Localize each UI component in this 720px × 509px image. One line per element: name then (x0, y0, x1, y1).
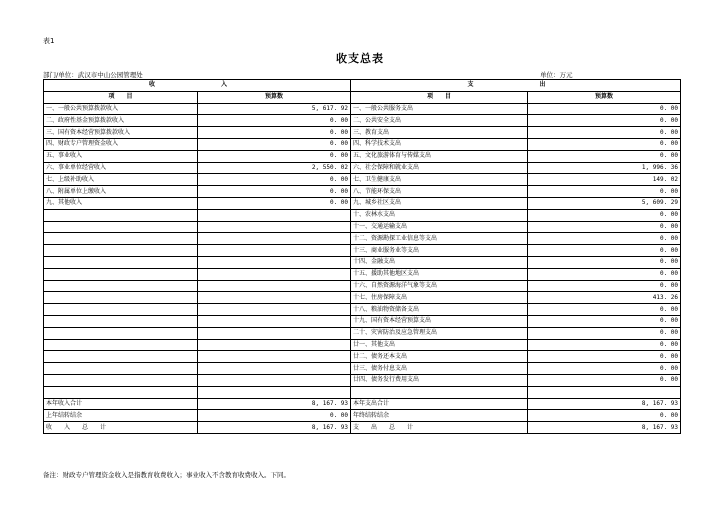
income-value-cell: 0. 00 (198, 197, 351, 209)
footnote: 备注：财政专户管理资金收入是指教育收费收入；事业收入不含教育收费收入。下同。 (43, 471, 290, 479)
income-value-cell: 0. 00 (198, 410, 351, 422)
income-item-cell: 七、上级补助收入 (44, 174, 198, 186)
expense-item-cell: 六、社会保障和就业支出 (351, 162, 528, 174)
income-item-cell: 四、财政专户管理资金收入 (44, 138, 198, 150)
income-value-cell: 8, 167. 93 (198, 398, 351, 410)
income-value-cell: 0. 00 (198, 174, 351, 186)
table-row (44, 186, 681, 198)
expense-item-cell: 廿三、债务付息支出 (351, 363, 528, 375)
expense-item-cell (351, 386, 528, 398)
table-row (44, 162, 681, 174)
income-value-cell (198, 280, 351, 292)
income-item-cell: 上年结转结余 (44, 410, 198, 422)
table-row (44, 268, 681, 280)
table-row (44, 374, 681, 386)
income-item-cell (44, 327, 198, 339)
income-value-cell: 2, 550. 02 (198, 162, 351, 174)
table-row (44, 280, 681, 292)
expense-value-cell: 0. 00 (528, 304, 681, 316)
expense-value-cell: 0. 00 (528, 280, 681, 292)
expense-value-cell: 0. 00 (528, 127, 681, 139)
expense-item-cell: 八、节能环保支出 (351, 186, 528, 198)
expense-item-cell: 十、农林水支出 (351, 209, 528, 221)
table-row (44, 398, 681, 410)
expense-value-cell: 0. 00 (528, 233, 681, 245)
expense-item-header: 项 目 (351, 91, 528, 103)
expense-value-cell: 413. 26 (528, 292, 681, 304)
expense-budget-header: 预算数 (528, 91, 681, 103)
income-item-cell: 本年收入合计 (44, 398, 198, 410)
expense-item-cell: 十七、住房保障支出 (351, 292, 528, 304)
expense-item-cell: 一、一般公共服务支出 (351, 103, 528, 115)
table-row (44, 339, 681, 351)
expense-value-cell: 0. 00 (528, 339, 681, 351)
expense-item-cell: 十九、国有资本经营预算支出 (351, 315, 528, 327)
expense-item-cell: 支 出 总 计 (351, 422, 528, 434)
income-item-cell: 五、事业收入 (44, 150, 198, 162)
income-value-cell (198, 292, 351, 304)
income-value-cell (198, 233, 351, 245)
expense-value-cell: 0. 00 (528, 410, 681, 422)
income-value-cell: 0. 00 (198, 150, 351, 162)
table-row (44, 256, 681, 268)
income-item-cell: 二、政府性基金预算拨款收入 (44, 115, 198, 127)
table-row (44, 221, 681, 233)
income-value-cell (198, 315, 351, 327)
department-label: 部门/单位：武汉市中山公园管理处 (43, 71, 143, 79)
expense-item-cell: 十一、交通运输支出 (351, 221, 528, 233)
table-row (44, 363, 681, 375)
income-value-cell (198, 327, 351, 339)
income-value-cell (198, 256, 351, 268)
table-row (44, 197, 681, 209)
income-item-cell (44, 221, 198, 233)
expense-item-cell: 廿一、其他支出 (351, 339, 528, 351)
expense-value-cell: 0. 00 (528, 103, 681, 115)
table-row (44, 422, 681, 434)
expense-item-cell: 本年支出合计 (351, 398, 528, 410)
expense-value-cell: 0. 00 (528, 315, 681, 327)
expense-item-cell: 二十、灾害防治及应急管理支出 (351, 327, 528, 339)
expense-value-cell: 0. 00 (528, 256, 681, 268)
income-value-cell: 0. 00 (198, 127, 351, 139)
expense-value-cell: 1, 996. 36 (528, 162, 681, 174)
expense-item-cell: 廿二、债务还本支出 (351, 351, 528, 363)
column-header-row (44, 91, 681, 103)
expense-item-cell: 十六、自然资源海洋气象等支出 (351, 280, 528, 292)
expense-value-cell (528, 386, 681, 398)
table-row (44, 327, 681, 339)
expense-item-cell: 九、城乡社区支出 (351, 197, 528, 209)
income-item-header: 项 目 (44, 91, 198, 103)
income-value-cell (198, 209, 351, 221)
budget-summary-table (43, 79, 681, 434)
income-value-cell: 8, 167. 93 (198, 422, 351, 434)
expense-item-cell: 十三、商业服务业等支出 (351, 245, 528, 257)
table-row (44, 233, 681, 245)
income-item-cell (44, 245, 198, 257)
expense-item-cell: 十五、援助其他地区支出 (351, 268, 528, 280)
expense-item-cell: 七、卫生健康支出 (351, 174, 528, 186)
income-item-cell: 六、事业单位经营收入 (44, 162, 198, 174)
income-value-cell: 0. 00 (198, 115, 351, 127)
income-value-cell: 0. 00 (198, 138, 351, 150)
income-item-cell (44, 233, 198, 245)
income-value-cell (198, 374, 351, 386)
income-section-header: 收 入 (44, 80, 351, 92)
expense-item-cell: 十四、金融支出 (351, 256, 528, 268)
expense-value-cell: 0. 00 (528, 374, 681, 386)
expense-value-cell: 0. 00 (528, 115, 681, 127)
income-value-cell (198, 245, 351, 257)
table-row (44, 138, 681, 150)
expense-value-cell: 0. 00 (528, 209, 681, 221)
income-item-cell: 三、国有资本经营预算拨款收入 (44, 127, 198, 139)
table-row (44, 115, 681, 127)
expense-value-cell: 8, 167. 93 (528, 398, 681, 410)
income-value-cell (198, 386, 351, 398)
expense-value-cell: 0. 00 (528, 351, 681, 363)
income-value-cell (198, 363, 351, 375)
table-row (44, 292, 681, 304)
expense-item-cell: 廿四、债务发行费用支出 (351, 374, 528, 386)
table-row (44, 103, 681, 115)
table-row (44, 386, 681, 398)
income-item-cell (44, 292, 198, 304)
income-item-cell: 八、附属单位上缴收入 (44, 186, 198, 198)
income-item-cell (44, 351, 198, 363)
expense-value-cell: 0. 00 (528, 245, 681, 257)
income-item-cell (44, 363, 198, 375)
income-item-cell (44, 256, 198, 268)
unit-label: 单位：万元 (540, 71, 573, 79)
expense-item-cell: 五、文化旅游体育与传媒支出 (351, 150, 528, 162)
income-item-cell (44, 315, 198, 327)
expense-item-cell: 十二、资源勘探工业信息等支出 (351, 233, 528, 245)
income-item-cell (44, 268, 198, 280)
table-row (44, 351, 681, 363)
income-value-cell (198, 304, 351, 316)
expense-value-cell: 0. 00 (528, 221, 681, 233)
income-value-cell (198, 351, 351, 363)
expense-value-cell: 0. 00 (528, 186, 681, 198)
table-row (44, 150, 681, 162)
expense-item-cell: 三、教育支出 (351, 127, 528, 139)
expense-value-cell: 0. 00 (528, 138, 681, 150)
expense-value-cell: 149. 02 (528, 174, 681, 186)
table-row (44, 315, 681, 327)
income-item-cell (44, 209, 198, 221)
expense-item-cell: 年终结转结余 (351, 410, 528, 422)
expense-item-cell: 四、科学技术支出 (351, 138, 528, 150)
table-row (44, 127, 681, 139)
table-row (44, 174, 681, 186)
expense-item-cell: 十八、粮油物资储备支出 (351, 304, 528, 316)
table-row (44, 245, 681, 257)
expense-value-cell: 0. 00 (528, 150, 681, 162)
expense-item-cell: 二、公共安全支出 (351, 115, 528, 127)
income-value-cell (198, 221, 351, 233)
table-number: 表1 (43, 37, 55, 45)
income-item-cell (44, 339, 198, 351)
page-title: 收支总表 (336, 52, 384, 65)
income-item-cell (44, 374, 198, 386)
table-row (44, 209, 681, 221)
expense-value-cell: 8, 167. 93 (528, 422, 681, 434)
income-item-cell (44, 386, 198, 398)
income-value-cell (198, 339, 351, 351)
table-row (44, 410, 681, 422)
expense-value-cell: 0. 00 (528, 268, 681, 280)
income-budget-header: 预算数 (198, 91, 351, 103)
income-value-cell (198, 268, 351, 280)
income-item-cell (44, 304, 198, 316)
income-item-cell: 九、其他收入 (44, 197, 198, 209)
income-value-cell: 5, 617. 92 (198, 103, 351, 115)
income-value-cell: 0. 00 (198, 186, 351, 198)
expense-value-cell: 5, 609. 29 (528, 197, 681, 209)
expense-value-cell: 0. 00 (528, 363, 681, 375)
expense-value-cell: 0. 00 (528, 327, 681, 339)
section-header-row (44, 80, 681, 92)
table-row (44, 304, 681, 316)
expense-section-header: 支 出 (351, 80, 681, 92)
income-item-cell (44, 280, 198, 292)
income-item-cell: 一、一般公共预算拨款收入 (44, 103, 198, 115)
income-item-cell: 收 入 总 计 (44, 422, 198, 434)
